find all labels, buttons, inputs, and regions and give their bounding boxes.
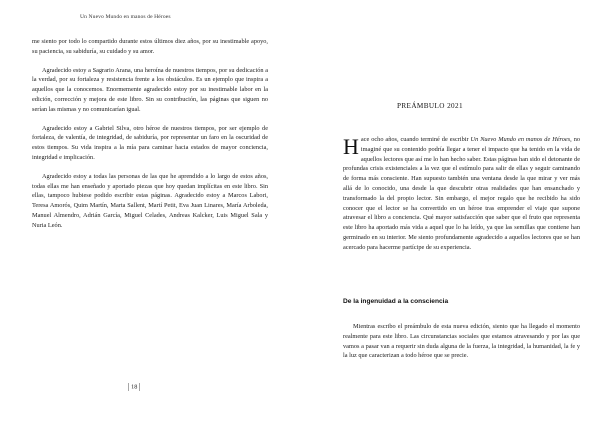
paragraph-sagrario-arana: Agradecido estoy a Sagrario Arana, una heroína de nuestros tiempos, por su dedicación a la verdad, por su fortaleza y resistencia frente a los obstáculos. Es un ejemplo que inspira a aquellos que la conocemos. Enormemente agradecido estoy por su inestimable labor en la edición, corrección y mejora de este libro. Sin su contribución, las páginas que siguen no serían las mismas y no comunicarían igual.: [32, 66, 268, 113]
intro-paragraph: [343, 135, 580, 253]
drop-cap: H: [343, 134, 359, 159]
intro-text-start: ace ocho años, cuando terminé de escribir: [360, 136, 471, 143]
paragraph-continued: me siento por todo lo compartido durante estos últimos diez años, por su inestimable apoyo, su paciencia, su sabiduría, su cuidado y su amor.: [32, 38, 268, 55]
paragraph-gabriel-silva: Agradecido estoy a Gabriel Silva, otro héroe de nuestros tiempos, por ser ejemplo de fortaleza, de valentía, de integridad, de sabiduría, por representar un faro en la oscuridad de estos tiempos. Su vida inspira a la mía para caminar hacia estados de mayor conciencia, integridad e implicación.: [32, 124, 268, 161]
page-number-value: 18: [131, 383, 138, 391]
page-number: [128, 382, 141, 391]
chapter-title: PREÁMBULO 2021: [396, 102, 464, 110]
section-heading: De la ingenuidad a la consciencia: [343, 298, 449, 305]
section-paragraph: Mientras escribo el preámbulo de esta nueva edición, siento que ha llegado el momento realmente para este libro. Las circunstancias sociales que estamos atravesando y por las que vamos a pasar van a requerir sin duda alguna de la fuerza, la integridad, la humanidad, la fe y la luz que caracterizan a todo héroe que se precie.: [343, 323, 580, 360]
left-text-block: [32, 37, 268, 240]
book-title-italic: Un Nuevo Mundo en manos de Héroes: [470, 136, 571, 143]
intro-text-rest: , no imaginé que su contenido podría llegar a tener el impacto que ha tenido en la vida de aquellos lectores que así me lo han hecho saber. Estas páginas han sido el detonante de profundas crisis existenciales a la vez que el estímulo para salir de ellas y seguir caminando de forma más consciente. Han supuesto también una ventana desde la que mirar y ver más allá de lo conocido, una desde la que descubrir otras realidades que han ensanchado y transformado la del propio lector. Sin embargo, el mejor regalo que he recibido ha sido conocer que el lector se ha convertido en un héroe tras emprender el viaje que supone atravesar el libro a conciencia. Qué mayor satisfacción que saber que el fruto que representa este libro ha aportado más vida a aquel que lo ha leído, ya que las semillas que contiene han germinado en su interior. Me siento profundamente agradecido a aquellos lectores que se han acercado para hacerme partícipe de su experiencia.: [343, 136, 580, 251]
section-text-block: [343, 322, 580, 370]
folio-bar-right: |: [138, 382, 141, 391]
preamble-intro: [343, 135, 580, 253]
paragraph-acknowledgements-list: Agradecido estoy a todas las personas de las que he aprendido a lo largo de estos años, todas ellas me han enseñado y aportado piezas que hoy quedan implícitas en este libro. Sin ellas, tampoco hubiese podido escribir estas páginas. Agradecido estoy a Marcos Labori, Teresa Amorós, Quim Martín, Marta Sallent, Martí Petit, Eva Juan Linares, María Arboleda, Manuel Almendro, Adrián García, Miguel Celades, Andreas Kalcker, Luis Miguel Sala y Nuria León.: [32, 172, 268, 229]
folio-bar-left: |: [128, 382, 130, 391]
running-head: Un Nuevo Mundo en manos de Héroes: [80, 14, 171, 20]
